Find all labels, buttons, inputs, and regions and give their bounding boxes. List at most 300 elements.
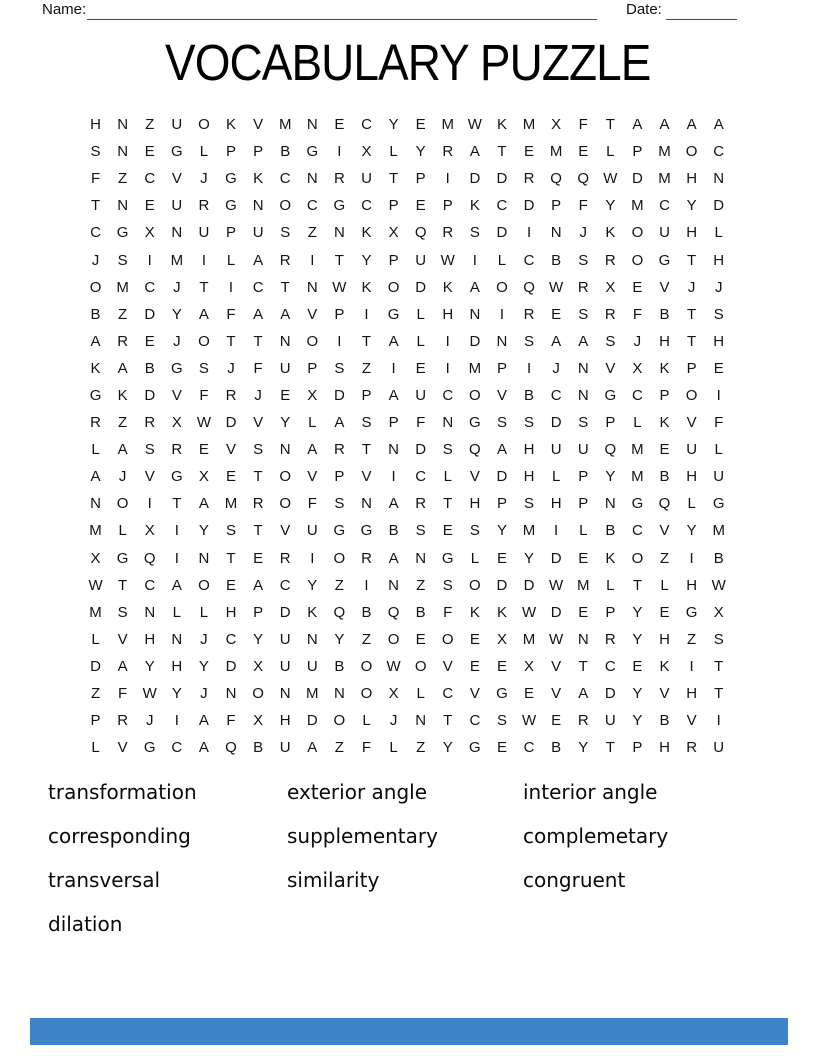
grid-letter: R xyxy=(279,549,291,567)
grid-letter: B xyxy=(551,251,562,269)
grid-letter: D xyxy=(90,657,101,675)
grid-letter: N xyxy=(306,278,318,296)
grid-letter: T xyxy=(687,305,697,323)
grid-letter: J xyxy=(200,685,208,703)
grid-letter: H xyxy=(171,657,183,675)
grid-letter: X xyxy=(90,549,101,567)
word-bank-item: congruent xyxy=(523,868,626,892)
grid-letter: Y xyxy=(605,468,616,486)
grid-letter: P xyxy=(686,359,697,377)
grid-letter: M xyxy=(522,116,536,134)
grid-letter: E xyxy=(524,685,535,703)
grid-letter: J xyxy=(145,712,154,730)
grid-letter: E xyxy=(632,657,643,675)
grid-letter: A xyxy=(307,739,318,757)
grid-letter: W xyxy=(196,414,211,432)
grid-letter: K xyxy=(469,603,480,621)
grid-letter: Y xyxy=(632,603,643,621)
grid-letter: P xyxy=(334,468,345,486)
grid-letter: P xyxy=(307,359,318,377)
grid-letter: O xyxy=(441,630,454,648)
grid-letter: D xyxy=(144,386,156,404)
grid-letter: L xyxy=(199,603,209,621)
grid-letter: Q xyxy=(333,603,346,621)
grid-letter: M xyxy=(89,603,102,621)
grid-letter: L xyxy=(226,251,236,269)
grid-letter: S xyxy=(524,414,535,432)
grid-letter: T xyxy=(388,170,399,188)
grid-letter: N xyxy=(171,224,183,242)
grid-letter: V xyxy=(551,685,562,703)
grid-letter: N xyxy=(279,685,291,703)
grid-letter: A xyxy=(171,576,182,594)
grid-letter: W xyxy=(467,116,482,134)
grid-letter: N xyxy=(252,197,264,215)
grid-letter: C xyxy=(225,630,237,648)
grid-letter: S xyxy=(117,251,128,269)
grid-letter: I xyxy=(337,143,342,161)
grid-letter: Y xyxy=(442,739,453,757)
grid-letter: H xyxy=(523,468,535,486)
grid-letter: Y xyxy=(388,116,399,134)
grid-letter: C xyxy=(632,386,643,404)
grid-letter: O xyxy=(333,712,346,730)
grid-letter: X xyxy=(713,603,724,621)
grid-letter: M xyxy=(522,522,536,540)
grid-letter: V xyxy=(307,305,318,323)
grid-letter: A xyxy=(117,441,128,459)
grid-letter: B xyxy=(280,143,291,161)
grid-letter: M xyxy=(658,143,671,161)
grid-letter: O xyxy=(198,576,210,594)
grid-letter: T xyxy=(632,576,642,594)
grid-letter: E xyxy=(659,441,670,459)
grid-letter: U xyxy=(415,251,427,269)
grid-letter: S xyxy=(334,359,345,377)
grid-letter: A xyxy=(334,414,345,432)
grid-letter: G xyxy=(658,251,671,269)
grid-letter: P xyxy=(632,143,643,161)
grid-letter: N xyxy=(117,116,129,134)
grid-letter: R xyxy=(279,251,291,269)
grid-letter: A xyxy=(578,332,589,350)
grid-letter: H xyxy=(90,116,101,134)
grid-letter: O xyxy=(333,549,346,567)
grid-letter: U xyxy=(713,739,725,757)
grid-letter: A xyxy=(90,468,101,486)
grid-letter: Y xyxy=(686,522,697,540)
grid-letter: H xyxy=(686,576,698,594)
grid-letter: X xyxy=(551,116,562,134)
grid-letter: V xyxy=(551,657,562,675)
grid-letter: N xyxy=(225,685,237,703)
grid-letter: Q xyxy=(387,603,400,621)
grid-letter: P xyxy=(659,386,670,404)
grid-letter: K xyxy=(605,549,616,567)
grid-letter: A xyxy=(469,278,480,296)
grid-letter: J xyxy=(173,278,181,296)
grid-letter: S xyxy=(496,414,507,432)
grid-letter: E xyxy=(334,116,345,134)
grid-letter: G xyxy=(116,224,129,242)
grid-letter: F xyxy=(307,495,317,513)
grid-letter: H xyxy=(279,712,291,730)
grid-letter: G xyxy=(469,739,481,757)
grid-letter: O xyxy=(469,386,481,404)
grid-letter: O xyxy=(387,278,400,296)
grid-letter: I xyxy=(689,657,694,675)
grid-letter: H xyxy=(144,630,156,648)
grid-letter: I xyxy=(174,549,179,567)
grid-letter: T xyxy=(253,332,263,350)
grid-letter: O xyxy=(198,116,210,134)
grid-letter: Z xyxy=(90,685,101,703)
grid-letter: C xyxy=(469,712,481,730)
grid-letter: L xyxy=(579,522,588,540)
grid-letter: E xyxy=(713,359,724,377)
grid-letter: I xyxy=(201,251,206,269)
grid-letter: E xyxy=(496,549,507,567)
grid-letter: L xyxy=(416,305,425,323)
grid-letter: O xyxy=(116,495,129,513)
grid-letter: V xyxy=(117,739,128,757)
grid-letter: H xyxy=(686,170,698,188)
grid-letter: S xyxy=(198,359,209,377)
grid-letter: F xyxy=(253,359,263,377)
grid-letter: B xyxy=(659,305,670,323)
grid-letter: V xyxy=(686,414,697,432)
grid-letter: G xyxy=(170,468,183,486)
grid-letter: J xyxy=(91,251,100,269)
grid-letter: P xyxy=(496,359,507,377)
grid-letter: V xyxy=(307,468,318,486)
grid-letter: V xyxy=(361,468,372,486)
grid-letter: N xyxy=(279,441,291,459)
grid-letter: E xyxy=(415,359,426,377)
grid-letter: C xyxy=(442,685,454,703)
grid-letter: B xyxy=(361,603,372,621)
grid-letter: H xyxy=(713,251,725,269)
grid-letter: X xyxy=(144,224,155,242)
grid-letter: N xyxy=(117,143,129,161)
grid-letter: I xyxy=(147,495,152,513)
grid-letter: E xyxy=(415,630,426,648)
grid-letter: M xyxy=(631,197,644,215)
grid-letter: S xyxy=(442,441,453,459)
grid-letter: X xyxy=(388,224,399,242)
title-wrap xyxy=(0,33,816,92)
grid-letter: U xyxy=(171,197,183,215)
grid-letter: V xyxy=(659,278,670,296)
grid-letter: P xyxy=(90,712,101,730)
grid-letter: Z xyxy=(334,739,344,757)
grid-letter: L xyxy=(389,143,398,161)
grid-letter: O xyxy=(387,630,400,648)
grid-letter: N xyxy=(442,414,454,432)
grid-letter: F xyxy=(632,305,642,323)
grid-letter: K xyxy=(117,386,128,404)
grid-letter: X xyxy=(198,468,209,486)
grid-letter: P xyxy=(496,495,507,513)
grid-letter: N xyxy=(496,332,508,350)
grid-letter: L xyxy=(172,603,181,621)
grid-letter: J xyxy=(714,278,723,296)
grid-letter: W xyxy=(549,576,564,594)
grid-letter: T xyxy=(253,522,263,540)
grid-letter: D xyxy=(496,170,508,188)
grid-letter: F xyxy=(578,116,588,134)
grid-letter: L xyxy=(91,441,100,459)
grid-letter: A xyxy=(659,116,670,134)
grid-letter: S xyxy=(524,495,535,513)
grid-letter: T xyxy=(334,251,344,269)
grid-letter: D xyxy=(279,603,291,621)
grid-letter: P xyxy=(578,495,589,513)
grid-letter: C xyxy=(361,197,372,215)
grid-letter: O xyxy=(198,332,210,350)
grid-letter: T xyxy=(199,278,209,296)
grid-letter: M xyxy=(658,170,671,188)
grid-letter: U xyxy=(604,712,616,730)
grid-letter: D xyxy=(550,414,562,432)
grid-letter: I xyxy=(716,712,721,730)
grid-letter: U xyxy=(279,739,291,757)
grid-letter: U xyxy=(577,441,589,459)
grid-letter: G xyxy=(360,522,373,540)
grid-letter: M xyxy=(712,522,725,540)
grid-letter: P xyxy=(388,197,399,215)
grid-letter: F xyxy=(199,386,209,404)
grid-letter: V xyxy=(226,441,237,459)
grid-letter: E xyxy=(442,522,453,540)
grid-letter: V xyxy=(144,468,155,486)
grid-letter: N xyxy=(550,224,562,242)
grid-letter: A xyxy=(388,495,399,513)
grid-letter: T xyxy=(361,441,372,459)
grid-letter: U xyxy=(279,657,291,675)
grid-letter: Y xyxy=(632,685,643,703)
grid-letter: G xyxy=(712,495,725,513)
grid-letter: C xyxy=(415,468,427,486)
grid-letter: Q xyxy=(143,549,156,567)
grid-letter: Y xyxy=(632,712,643,730)
grid-letter: N xyxy=(469,305,481,323)
grid-letter: A xyxy=(198,739,209,757)
grid-letter: O xyxy=(360,657,373,675)
grid-letter: G xyxy=(333,197,346,215)
grid-letter: E xyxy=(496,657,507,675)
name-blank-line xyxy=(87,19,597,20)
grid-letter: D xyxy=(632,170,643,188)
grid-letter: E xyxy=(578,143,589,161)
grid-letter: H xyxy=(469,495,481,513)
grid-letter: D xyxy=(469,332,481,350)
grid-letter: D xyxy=(225,657,237,675)
grid-letter: O xyxy=(631,251,644,269)
grid-letter: R xyxy=(252,495,264,513)
grid-letter: D xyxy=(496,468,508,486)
date-label: Date: xyxy=(626,1,662,18)
grid-letter: M xyxy=(549,143,563,161)
grid-letter: R xyxy=(442,143,454,161)
grid-letter: J xyxy=(633,332,642,350)
grid-letter: P xyxy=(361,386,372,404)
grid-letter: F xyxy=(578,197,588,215)
grid-letter: R xyxy=(144,414,156,432)
grid-letter: M xyxy=(522,630,536,648)
grid-letter: I xyxy=(310,549,315,567)
grid-letter: L xyxy=(606,143,615,161)
grid-letter: D xyxy=(523,197,535,215)
grid-letter: M xyxy=(224,495,238,513)
grid-letter: I xyxy=(147,251,152,269)
grid-letter: L xyxy=(714,441,723,459)
grid-letter: K xyxy=(361,278,372,296)
grid-letter: H xyxy=(550,495,562,513)
grid-letter: N xyxy=(713,170,725,188)
grid-letter: W xyxy=(440,251,455,269)
grid-letter: C xyxy=(361,116,372,134)
grid-letter: V xyxy=(253,116,264,134)
grid-letter: L xyxy=(199,143,209,161)
grid-letter: B xyxy=(334,657,345,675)
grid-letter: P xyxy=(226,224,237,242)
grid-letter: V xyxy=(605,359,616,377)
grid-letter: U xyxy=(252,224,264,242)
grid-letter: P xyxy=(388,251,399,269)
grid-letter: G xyxy=(170,143,183,161)
grid-letter: B xyxy=(253,739,264,757)
grid-letter: N xyxy=(306,116,318,134)
grid-letter: E xyxy=(144,332,155,350)
grid-letter: R xyxy=(225,386,237,404)
grid-letter: F xyxy=(226,712,236,730)
grid-letter: U xyxy=(550,441,562,459)
grid-letter: Q xyxy=(523,278,535,296)
grid-letter: A xyxy=(686,116,697,134)
grid-letter: S xyxy=(334,495,345,513)
grid-letter: D xyxy=(496,576,508,594)
grid-letter: E xyxy=(496,739,507,757)
grid-letter: W xyxy=(386,657,401,675)
grid-letter: C xyxy=(144,278,156,296)
grid-letter: Y xyxy=(632,630,643,648)
grid-letter: A xyxy=(117,359,128,377)
grid-letter: Z xyxy=(416,739,426,757)
grid-letter: E xyxy=(524,143,535,161)
grid-letter: S xyxy=(469,522,480,540)
grid-letter: S xyxy=(226,522,237,540)
grid-letter: Z xyxy=(118,305,128,323)
grid-letter: D xyxy=(469,170,481,188)
grid-letter: D xyxy=(225,414,237,432)
grid-letter: Q xyxy=(225,739,237,757)
grid-letter: E xyxy=(469,630,480,648)
grid-letter: C xyxy=(713,143,725,161)
grid-letter: V xyxy=(171,170,182,188)
grid-letter: R xyxy=(361,549,372,567)
grid-letter: W xyxy=(332,278,347,296)
grid-letter: A xyxy=(253,251,264,269)
grid-letter: G xyxy=(89,386,102,404)
grid-letter: R xyxy=(415,495,427,513)
grid-letter: C xyxy=(496,197,508,215)
grid-letter: P xyxy=(253,603,264,621)
grid-letter: A xyxy=(578,685,589,703)
grid-letter: A xyxy=(388,549,399,567)
grid-letter: U xyxy=(198,224,210,242)
grid-letter: O xyxy=(631,224,644,242)
grid-letter: I xyxy=(310,251,315,269)
grid-letter: I xyxy=(445,170,450,188)
grid-letter: U xyxy=(713,468,725,486)
grid-letter: P xyxy=(632,739,643,757)
grid-letter: S xyxy=(578,414,589,432)
grid-letter: C xyxy=(523,251,535,269)
grid-letter: G xyxy=(225,197,237,215)
grid-letter: S xyxy=(578,305,589,323)
grid-letter: E xyxy=(578,549,589,567)
grid-letter: N xyxy=(90,495,101,513)
grid-letter: P xyxy=(605,414,616,432)
grid-letter: E xyxy=(551,712,562,730)
word-bank-item: transversal xyxy=(48,868,161,892)
grid-letter: I xyxy=(689,549,694,567)
grid-letter: E xyxy=(253,549,264,567)
grid-letter: O xyxy=(469,576,481,594)
grid-letter: B xyxy=(605,522,616,540)
grid-letter: N xyxy=(388,441,399,459)
grid-letter: Y xyxy=(307,576,318,594)
grid-letter: T xyxy=(226,332,236,350)
grid-letter: R xyxy=(117,712,129,730)
grid-letter: B xyxy=(713,549,724,567)
grid-letter: T xyxy=(497,143,507,161)
grid-letter: P xyxy=(578,468,589,486)
grid-letter: Y xyxy=(198,522,209,540)
grid-letter: K xyxy=(253,170,264,188)
grid-letter: Y xyxy=(198,657,209,675)
grid-letter: A xyxy=(198,495,209,513)
grid-letter: L xyxy=(687,495,696,513)
grid-letter: S xyxy=(415,522,426,540)
grid-letter: S xyxy=(496,712,507,730)
grid-letter: E xyxy=(144,143,155,161)
grid-letter: X xyxy=(496,630,507,648)
word-bank-item: supplementary xyxy=(287,824,438,848)
grid-letter: G xyxy=(225,170,237,188)
word-bank-item: similarity xyxy=(287,868,380,892)
grid-letter: Z xyxy=(334,576,344,594)
grid-letter: Q xyxy=(550,170,562,188)
grid-letter: B xyxy=(659,712,670,730)
grid-letter: U xyxy=(686,441,698,459)
grid-letter: S xyxy=(253,441,264,459)
grid-letter: E xyxy=(659,603,670,621)
grid-letter: O xyxy=(279,468,292,486)
grid-letter: Y xyxy=(524,549,535,567)
grid-letter: V xyxy=(117,630,128,648)
grid-letter: A xyxy=(253,576,264,594)
grid-letter: M xyxy=(170,251,184,269)
grid-letter: T xyxy=(253,468,263,486)
grid-letter: O xyxy=(279,495,292,513)
grid-letter: L xyxy=(308,414,317,432)
grid-letter: G xyxy=(143,739,156,757)
grid-letter: W xyxy=(549,630,564,648)
grid-letter: N xyxy=(333,685,345,703)
grid-letter: R xyxy=(442,224,454,242)
